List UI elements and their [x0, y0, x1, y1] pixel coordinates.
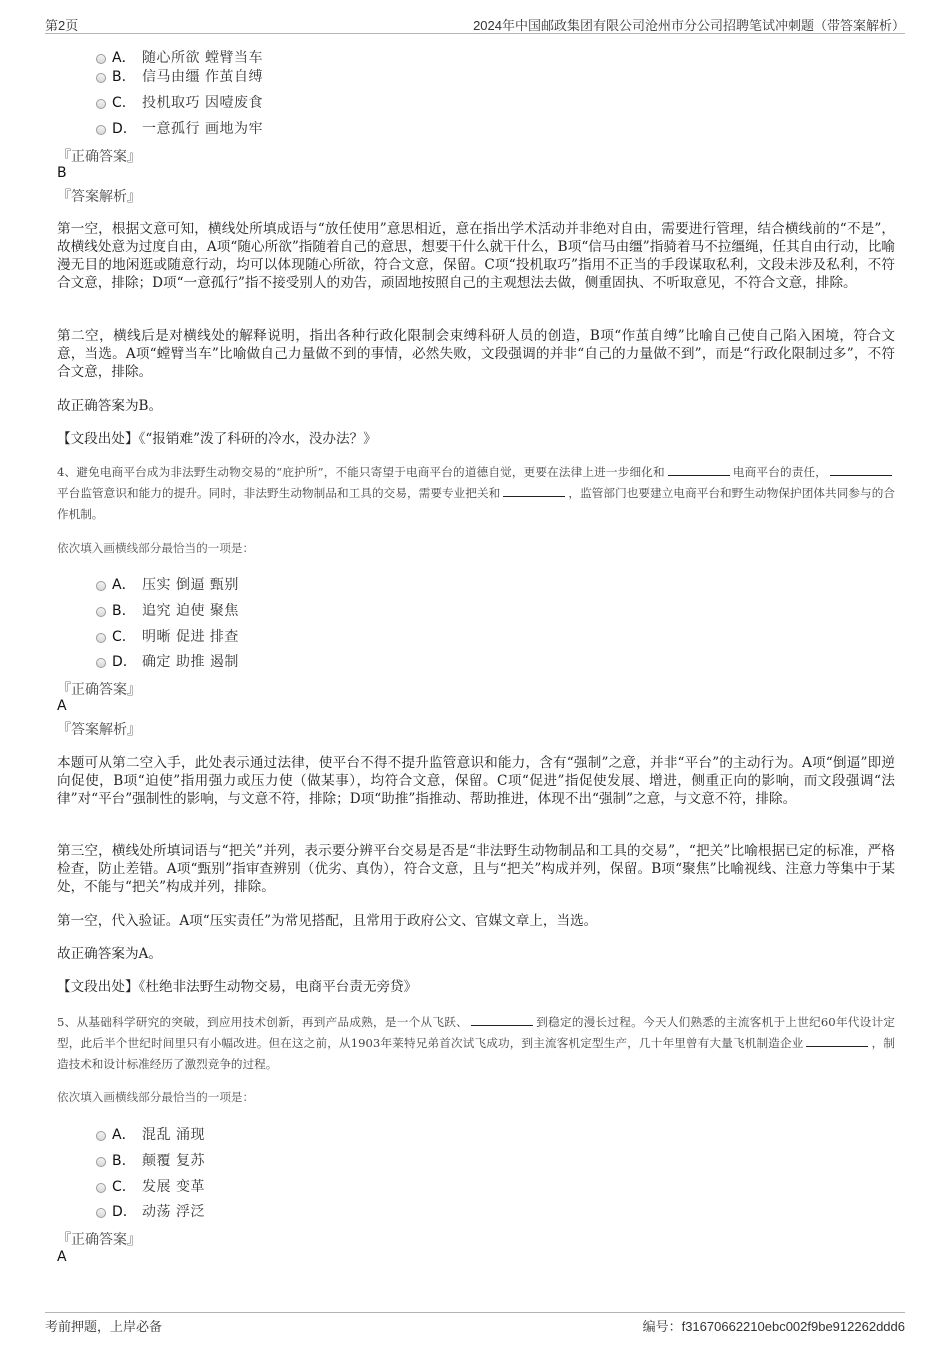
q4-analysis-paragraph-3: 第一空，代入验证。A项“压实责任”为常见搭配，且常用于政府公文、官媒文章上，当选。 — [57, 913, 598, 929]
q5-option-d[interactable]: D. 动荡 浮泛 — [96, 1201, 205, 1221]
page-footer — [45, 1312, 905, 1333]
radio-icon[interactable] — [96, 581, 106, 591]
radio-icon[interactable] — [96, 607, 106, 617]
q3-option-c[interactable]: C. 投机取巧 因噎废食 — [96, 92, 263, 112]
radio-icon[interactable] — [96, 1131, 106, 1141]
document-title: 2024年中国邮政集团有限公司沧州市分公司招聘笔试冲刺题（带答案解析） — [473, 18, 905, 33]
q4-analysis-paragraph-1: 本题可从第二空入手，此处表示通过法律，使平台不得不提升监管意识和能力，含有“强制”之意，并非“平台”的主动行为。A项“倒逼”即逆向促使，B项“迫使”指用强力或压力使（做某事），均符合文意，保留。C项“促进”指促使发展、增进，侧重正向的影响，而文段强调“法律”对“平台”强制性的影响，与文意不符，排除；D项“助推”指推动、帮助推进，体现不出“强制”之意，与文意不符，排除。 — [57, 755, 895, 807]
q4-stem: 4、避免电商平台成为非法野生动物交易的“庇护所”，不能只寄望于电商平台的道德自觉，更要在法律上进一步细化和 电商平台的责任，平台监管意识和能力的提升。同时，非法野生动物制品和工具的交易，需要专业把关和 ，监管部门也要建立电商平台和野生动物保护团体共同参与的合作机制。 — [57, 465, 895, 521]
radio-icon[interactable] — [96, 99, 106, 109]
fill-blank-3 — [503, 484, 565, 497]
q3-correct-answer: B — [57, 165, 67, 181]
page-header — [45, 14, 905, 34]
q4-analysis-paragraph-2: 第三空，横线处所填词语与“把关”并列，表示要分辨平台交易是否是“非法野生动物制品和工具的交易”，“把关”比喻根据已定的标准，严格检查，防止差错。A项“甄别”指审查辨别（优劣、真伪），符合文意，且与“把关”构成并列，保留。B项“聚焦”比喻视线、注意力等集中于某处，不能与“把关”构成并列，排除。 — [57, 843, 895, 895]
radio-icon[interactable] — [96, 73, 106, 83]
q4-correct-answer: A — [57, 698, 67, 714]
q3-correct-answer-label: 『正确答案』 — [57, 149, 141, 165]
q5-option-b[interactable]: B. 颠覆 复苏 — [96, 1150, 205, 1170]
q3-option-a[interactable]: A． 随心所欲 螳臂当车 — [96, 47, 263, 67]
q5-prompt: 依次填入画横线部分最恰当的一项是： — [57, 1090, 255, 1104]
fill-blank-1 — [471, 1013, 533, 1026]
radio-icon[interactable] — [96, 1157, 106, 1167]
document-serial: 编号：f31670662210ebc002f9be912262ddd6 — [642, 1319, 905, 1334]
radio-icon[interactable] — [96, 1208, 106, 1218]
q5-correct-answer: A — [57, 1249, 67, 1265]
q3-source: 【文段出处】《“报销难”泼了科研的冷水，没办法？》 — [57, 431, 377, 447]
footer-slogan: 考前押题，上岸必备 — [45, 1319, 163, 1334]
q4-option-a[interactable]: A． 压实 倒逼 甄别 — [96, 574, 239, 594]
q3-analysis-paragraph-2: 第二空，横线后是对横线处的解释说明，指出各种行政化限制会束缚科研人员的创造，B项“作茧自缚”比喻自己使自己陷入困境，符合文意，当选。A项“螳臂当车”比喻做自己力量做不到的事情，必然失败，文段强调的并非“自己的力量做不到”，而是“行政化限制过多”，不符合文意，排除。 — [57, 328, 895, 380]
q5-stem: 5、从基础科学研究的突破，到应用技术创新，再到产品成熟，是一个从飞跃、 到稳定的漫长过程。今天人们熟悉的主流客机于上世纪60年代设计定型，此后半个世纪时间里只有小幅改进。但在这之前，从1903年莱特兄弟首次试飞成功，到主流客机定型生产，几十年里曾有大量飞机制造企业 ，制造技术和设计标准经历了激烈竞争的过程。 — [57, 1015, 895, 1071]
radio-icon[interactable] — [96, 54, 106, 64]
radio-icon[interactable] — [96, 1183, 106, 1193]
fill-blank-2 — [830, 463, 892, 476]
q4-correct-answer-label: 『正确答案』 — [57, 682, 141, 698]
q5-correct-answer-label: 『正确答案』 — [57, 1232, 141, 1248]
q5-option-a[interactable]: A． 混乱 涌现 — [96, 1124, 205, 1144]
fill-blank-2 — [806, 1034, 868, 1047]
q4-analysis-label: 『答案解析』 — [57, 722, 141, 738]
fill-blank-1 — [668, 463, 730, 476]
q3-option-d[interactable]: D. 一意孤行 画地为牢 — [96, 118, 263, 138]
q4-option-c[interactable]: C. 明晰 促进 排查 — [96, 626, 239, 646]
q5-option-c[interactable]: C. 发展 变革 — [96, 1176, 205, 1196]
radio-icon[interactable] — [96, 125, 106, 135]
page-number: 第2页 — [45, 18, 79, 33]
q4-prompt: 依次填入画横线部分最恰当的一项是： — [57, 541, 255, 555]
q4-source: 【文段出处】《杜绝非法野生动物交易，电商平台责无旁贷》 — [57, 979, 418, 995]
q4-option-d[interactable]: D. 确定 助推 遏制 — [96, 651, 239, 671]
q3-analysis-conclusion: 故正确答案为B。 — [57, 398, 163, 414]
radio-icon[interactable] — [96, 658, 106, 668]
q4-option-b[interactable]: B. 追究 迫使 聚焦 — [96, 600, 239, 620]
q3-option-b[interactable]: B. 信马由缰 作茧自缚 — [96, 66, 263, 86]
q3-analysis-paragraph-1: 第一空，根据文意可知，横线处所填成语与“放任使用”意思相近，意在指出学术活动并非绝对自由，需要进行管理，结合横线前的“不是”，故横线处意为过度自由，A项“随心所欲”指随着自己的意思，想要干什么就干什么，B项“信马由缰”指骑着马不拉缰绳，任其自由行动，比喻漫无目的地闲逛或随意行动，均可以体现随心所欲，符合文意，保留。C项“投机取巧”指用不正当的手段谋取私利，文段未涉及私利，不符合文意，排除；D项“一意孤行”指不接受别人的劝告，顽固地按照自己的主观想法去做，侧重固执、不听取意见，不符合文意，排除。 — [57, 221, 895, 291]
radio-icon[interactable] — [96, 633, 106, 643]
q3-analysis-label: 『答案解析』 — [57, 189, 141, 205]
q4-analysis-conclusion: 故正确答案为A。 — [57, 946, 162, 962]
